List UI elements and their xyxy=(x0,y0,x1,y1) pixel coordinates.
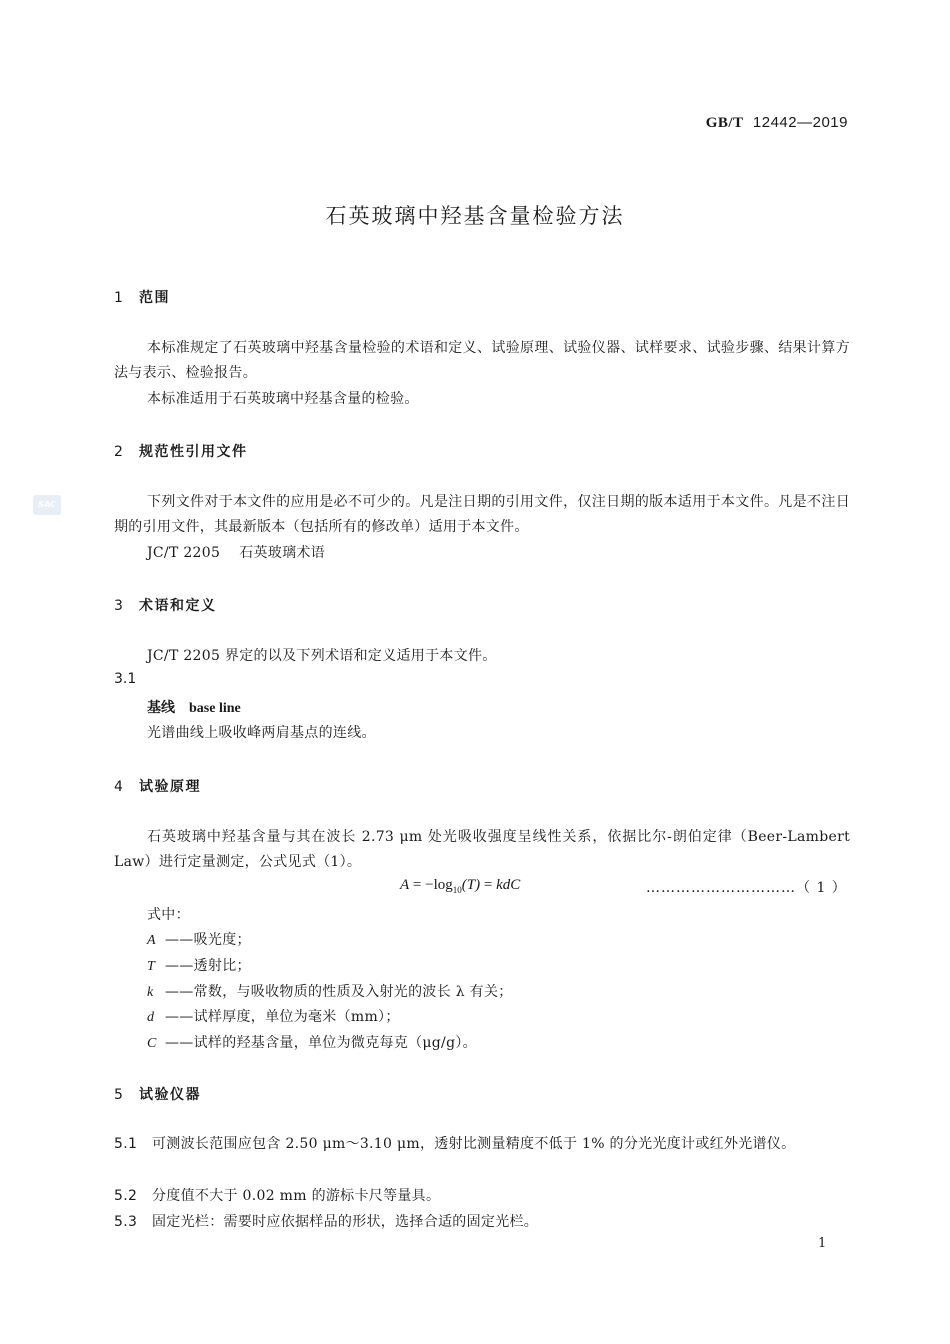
equation-number: …………………………（ 1 ） xyxy=(646,880,847,896)
variable-definition xyxy=(147,929,251,949)
variable-definition xyxy=(147,955,251,975)
sac-watermark-logo: SAC xyxy=(33,495,61,515)
formula-log: = −log xyxy=(409,877,453,893)
section-1-paragraph-2: 本标准适用于石英玻璃中羟基含量的检验。 xyxy=(147,391,419,407)
section-number: 3 xyxy=(114,598,123,614)
reference-title: 石英玻璃术语 xyxy=(239,545,325,561)
section-4-paragraph-1: 石英玻璃中羟基含量与其在波长 2.73 μm 处光吸收强度呈线性关系，依据比尔-朗伯定律（Beer-Lambert Law）进行定量测定，公式见式（1）。 xyxy=(114,829,850,870)
standard-prefix: GB/T xyxy=(705,115,744,131)
formula-lhs: A xyxy=(400,877,410,893)
section-3-paragraph-1: JC/T 2205 界定的以及下列术语和定义适用于本文件。 xyxy=(147,648,497,664)
term-chinese: 基线 xyxy=(147,700,175,716)
item-number: 5.3 xyxy=(114,1214,138,1230)
section-1-heading xyxy=(114,287,170,307)
variable-symbol: T xyxy=(147,959,156,974)
section-5-heading xyxy=(114,1084,201,1104)
item-5-2 xyxy=(114,1185,440,1205)
variable-symbol: k xyxy=(147,985,154,1000)
section-number: 5 xyxy=(114,1087,123,1103)
variable-definition xyxy=(147,981,513,1001)
section-number: 1 xyxy=(114,290,123,306)
section-1-paragraph-1: 本标准规定了石英玻璃中羟基含量检验的术语和定义、试验原理、试验仪器、试样要求、试验步骤、结果计算方法与表示、检验报告。 xyxy=(114,340,850,381)
item-5-1 xyxy=(114,1132,850,1157)
page-number: 1 xyxy=(818,1236,827,1251)
item-number: 5.2 xyxy=(114,1188,138,1204)
section-number: 2 xyxy=(114,444,123,460)
variable-symbol: C xyxy=(147,1036,157,1051)
section-title: 术语和定义 xyxy=(139,598,217,614)
standard-number: 12442—2019 xyxy=(752,114,848,131)
formula-arg: (T) xyxy=(461,877,481,893)
section-number: 4 xyxy=(114,779,123,795)
section-2-heading xyxy=(114,441,248,461)
item-text: 可测波长范围应包含 2.50 μm～3.10 μm，透射比测量精度不低于 1% 的分光光度计或红外光谱仪。 xyxy=(152,1136,796,1152)
formula-log-base: 10 xyxy=(452,885,462,895)
normative-reference xyxy=(147,542,325,562)
item-text: 固定光栏：需要时应依据样品的形状，选择合适的固定光栏。 xyxy=(152,1214,539,1230)
variable-description: ——常数，与吸收物质的性质及入射光的波长 λ 有关； xyxy=(165,984,513,1000)
formula-beer-lambert xyxy=(400,877,520,895)
variable-description: ——试样的羟基含量，单位为微克每克（μg/g）。 xyxy=(165,1035,477,1051)
variable-definition xyxy=(147,1006,400,1026)
variable-definition xyxy=(147,1032,477,1052)
term-english: base line xyxy=(189,701,241,716)
reference-code: JC/T 2205 xyxy=(147,545,221,561)
section-title: 规范性引用文件 xyxy=(139,444,248,460)
section-2-paragraph-1: 下列文件对于本文件的应用是必不可少的。凡是注日期的引用文件，仅注日期的版本适用于本文件。凡是不注日期的引用文件，其最新版本（包括所有的修改单）适用于本文件。 xyxy=(114,494,850,535)
section-3-heading xyxy=(114,595,217,615)
term-entry xyxy=(147,697,241,717)
document-title: 石英玻璃中羟基含量检验方法 xyxy=(325,204,625,228)
variable-description: ——透射比； xyxy=(165,958,251,974)
section-title: 范围 xyxy=(139,290,170,306)
formula-equals: = xyxy=(480,877,497,893)
item-number: 5.1 xyxy=(114,1136,138,1152)
item-5-3 xyxy=(114,1211,538,1231)
where-label: 式中： xyxy=(147,907,190,923)
section-4-heading xyxy=(114,776,201,796)
variable-description: ——试样厚度，单位为毫米（mm）； xyxy=(165,1009,400,1025)
item-text: 分度值不大于 0.02 mm 的游标卡尺等量具。 xyxy=(152,1188,441,1204)
variable-symbol: d xyxy=(147,1010,155,1025)
formula-rhs: kdC xyxy=(496,877,521,893)
section-title: 试验仪器 xyxy=(139,1087,201,1103)
standard-code xyxy=(706,114,848,132)
section-title: 试验原理 xyxy=(139,779,201,795)
subclause-number: 3.1 xyxy=(114,671,137,687)
variable-symbol: A xyxy=(147,933,156,948)
variable-description: ——吸光度； xyxy=(165,932,251,948)
term-definition: 光谱曲线上吸收峰两肩基点的连线。 xyxy=(147,725,376,741)
